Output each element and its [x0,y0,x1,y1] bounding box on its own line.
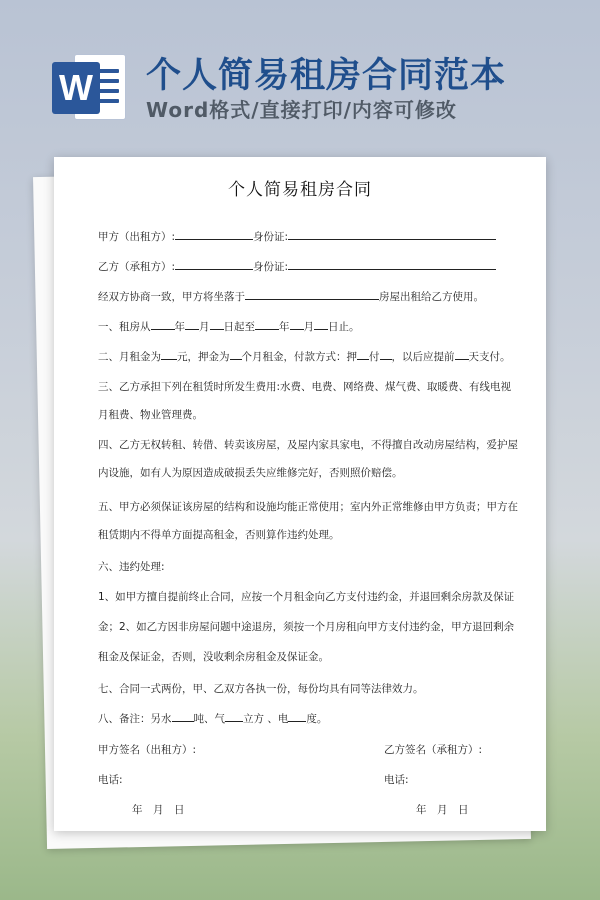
intro-line [98,289,484,304]
start-year-blank[interactable] [151,320,175,330]
clause-2-text: 二、月租金为 [98,351,161,363]
clause-1-end-year: 年 [279,321,290,333]
party-b-label: 乙方（承租方）: [98,261,176,273]
clause-2 [98,349,511,364]
party-a-id-label: 身份证: [253,231,289,243]
party-b-id-blank[interactable] [288,260,496,270]
clause-1-month: 月 [199,321,210,333]
clause-6-line-3: 租金及保证金，否则，没收剩余房租金及保证金。 [98,651,329,663]
end-month-blank[interactable] [290,320,304,330]
party-b-date: 年 月 日 [416,804,469,816]
party-a-signature-label: 甲方签名（出租方）: [98,744,197,756]
deposit-count-blank[interactable] [357,350,369,360]
banner-title: 个人简易租房合同范本 [146,56,507,96]
clause-6-line-1: 1、如甲方擅自提前终止合同，应按一个月租金向乙方支付违约金，并退回剩余房款及保证 [98,591,515,603]
clause-1 [98,319,360,334]
party-a-date: 年 月 日 [132,804,185,816]
party-a-id-blank[interactable] [288,230,496,240]
clause-3-line-1: 三、乙方承担下列在租赁时所发生费用:水费、电费、网络费、煤气费、取暖费、有线电视 [98,381,512,393]
clause-8-electric: 立方 、电 [243,713,289,725]
end-day-blank[interactable] [314,320,328,330]
clause-8-text: 八、备注：另水 [98,713,172,725]
rent-blank[interactable] [161,350,177,360]
clause-5-line-2: 租赁期内不得单方面提高租金，否则算作违约处理。 [98,529,340,541]
address-blank[interactable] [245,290,379,300]
deposit-months-blank[interactable] [230,350,242,360]
end-year-blank[interactable] [255,320,279,330]
party-a-line [98,229,496,244]
word-logo-letter: W [52,62,100,114]
party-b-signature-label: 乙方签名（承租方）: [384,744,483,756]
contract-page [54,157,546,831]
party-b-name-blank[interactable] [175,260,253,270]
clause-7: 七、合同一式两份，甲、乙双方各执一份，每份均具有同等法律效力。 [98,683,424,695]
clause-1-year: 年 [174,321,185,333]
clause-2-days: 天支付。 [468,351,511,363]
party-b-id-label: 身份证: [253,261,289,273]
clause-1-end-day: 日止。 [328,321,360,333]
electric-blank[interactable] [288,712,306,722]
party-b-phone-label: 电话: [384,774,409,786]
clause-1-text: 一、租房从 [98,321,151,333]
gas-blank[interactable] [225,712,243,722]
intro-text-end: 房屋出租给乙方使用。 [379,291,484,303]
start-month-blank[interactable] [185,320,199,330]
clause-2-deposit: 元，押金为 [177,351,230,363]
clause-4-line-2: 内设施，如有人为原因造成破损丢失应维修完好，否则照价赔偿。 [98,467,403,479]
clause-6-line-2: 金；2、如乙方因非房屋问题中途退房，须按一个月房租向甲方支付违约金，甲方退回剩余 [98,621,515,633]
clause-6-heading: 六、违约处理: [98,561,165,573]
banner-subtitle: Word格式/直接打印/内容可修改 [146,98,457,122]
party-a-phone-label: 电话: [98,774,123,786]
start-day-blank[interactable] [210,320,224,330]
word-icon [52,48,130,126]
clause-1-end-month: 月 [303,321,314,333]
party-a-label: 甲方（出租方）: [98,231,176,243]
clause-3-line-2: 月租费、物业管理费。 [98,409,203,421]
clause-2-advance: ，以后应提前 [391,351,455,363]
pay-count-blank[interactable] [380,350,392,360]
advance-days-blank[interactable] [455,350,469,360]
clause-2-payment: 个月租金，付款方式：押 [241,351,357,363]
water-blank[interactable] [172,712,194,722]
clause-2-pay: 付 [369,351,380,363]
clause-4-line-1: 四、乙方无权转租、转借、转卖该房屋，及屋内家具家电，不得擅自改动房屋结构，爱护屋 [98,439,518,451]
clause-5-line-1: 五、甲方必须保证该房屋的结构和设施均能正常使用；室内外正常维修由甲方负责；甲方在 [98,501,518,513]
contract-title: 个人简易租房合同 [228,180,372,200]
clause-8 [98,711,327,726]
banner [0,0,600,140]
party-b-line [98,259,496,274]
intro-text: 经双方协商一致，甲方将坐落于 [98,291,245,303]
clause-1-until: 日起至 [223,321,255,333]
clause-8-gas: 吨、气 [193,713,225,725]
party-a-name-blank[interactable] [175,230,253,240]
clause-8-end: 度。 [306,713,328,725]
